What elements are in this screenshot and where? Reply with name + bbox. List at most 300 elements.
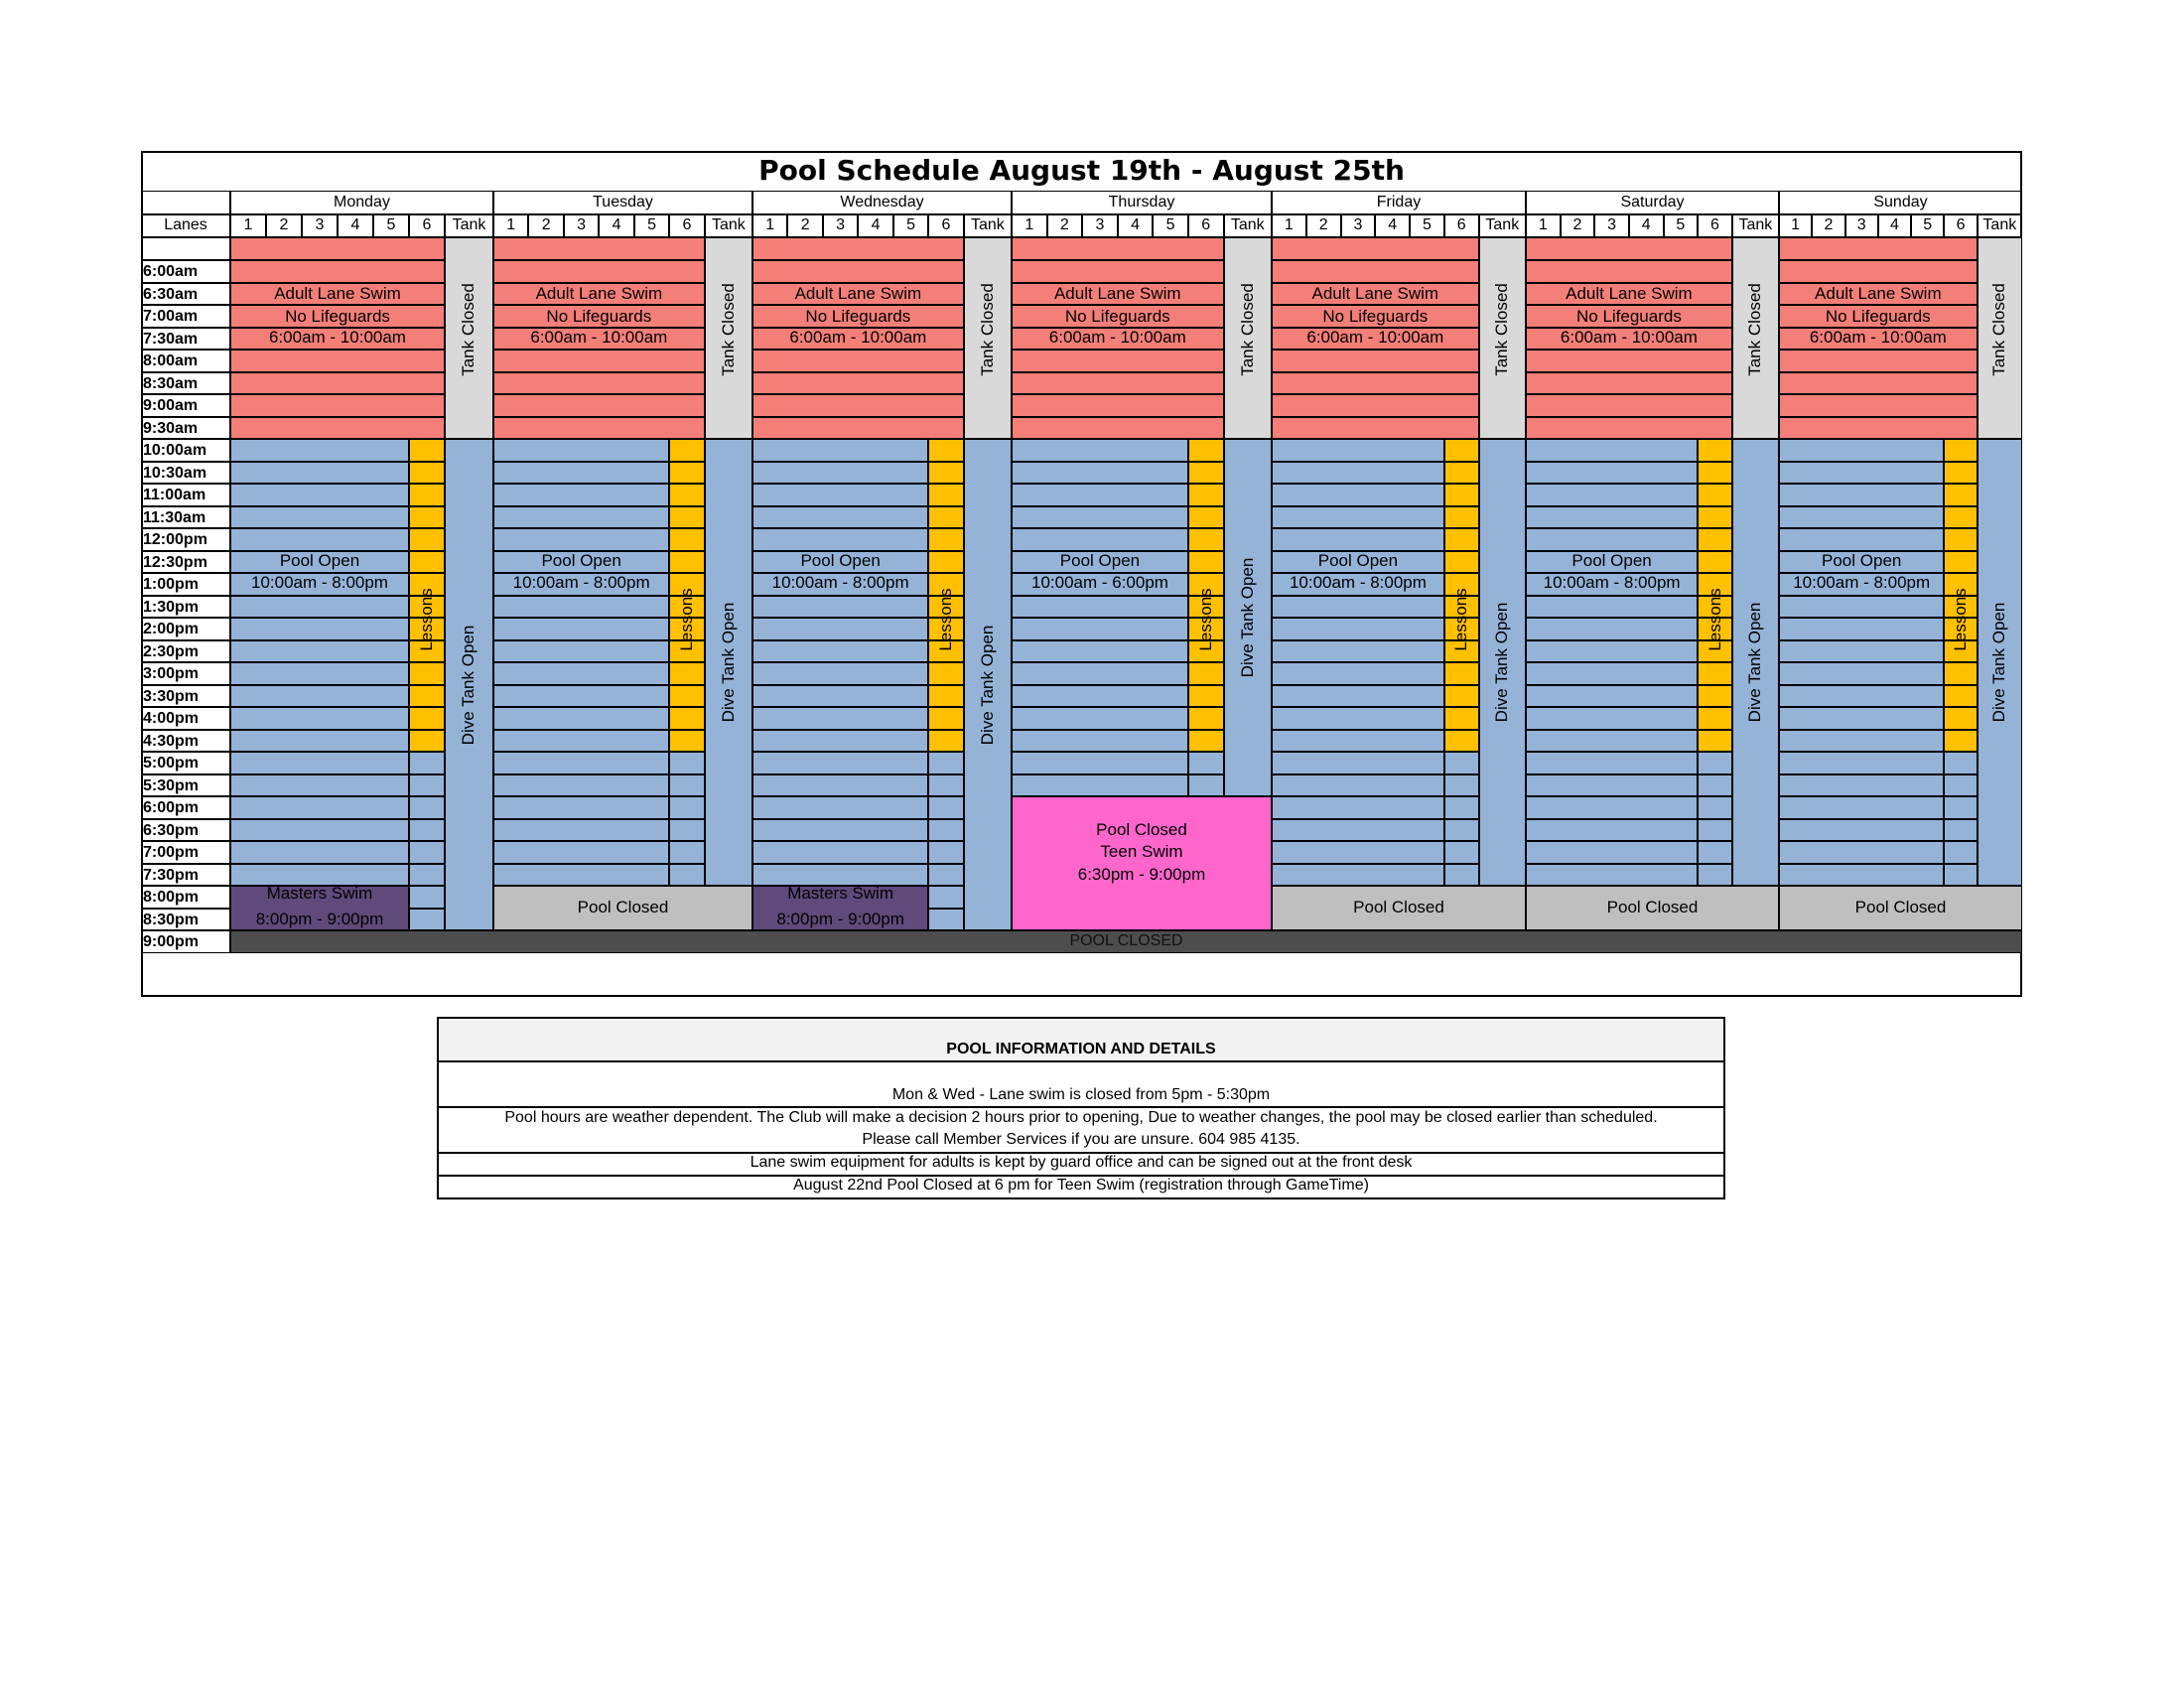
day-name-friday: Friday (1376, 194, 1422, 211)
lessons-cell (1444, 707, 1479, 730)
time-label: 8:30am (143, 374, 199, 392)
masters-swim-label: Masters Swim (266, 884, 373, 903)
pool-closed-label: Pool Closed (1606, 898, 1699, 916)
adult-swim-label: Adult Lane Swim (1311, 283, 1439, 303)
open-lane-cell (493, 640, 669, 663)
open-lane-cell (493, 439, 669, 462)
lessons-cell (409, 484, 445, 506)
lessons-cell (669, 685, 704, 708)
open-lane-cell (1272, 528, 1444, 551)
open-lane-cell (1526, 618, 1698, 640)
time-label: 7:30pm (143, 866, 200, 884)
time-label: 5:30pm (143, 776, 200, 794)
lessons-cell (409, 707, 445, 730)
adult-swim-cell (1526, 260, 1732, 283)
teen-swim-block (1012, 796, 1272, 930)
adult-swim-hours: 6:00am - 10:00am (269, 327, 406, 347)
lane6-open-cell (1944, 841, 1977, 864)
adult-swim-hours: 6:00am - 10:00am (1560, 327, 1698, 347)
open-lane-cell (1272, 685, 1444, 708)
adult-swim-cell (1779, 237, 1978, 260)
pool-open-hours: 10:00am - 8:00pm (512, 573, 650, 592)
lessons-cell (409, 439, 445, 462)
dive-tank-open-label: Dive Tank Open (718, 602, 738, 723)
lane6-open-cell (1698, 752, 1732, 774)
open-lane-cell (230, 864, 409, 887)
lane-number: 2 (1059, 216, 1069, 233)
open-lane-cell (1272, 484, 1444, 506)
time-label: 2:00pm (143, 621, 200, 637)
adult-swim-cell (493, 394, 705, 417)
open-lane-cell (230, 618, 409, 640)
lessons-cell (669, 484, 704, 506)
lane6-open-cell (928, 752, 963, 774)
lane6-open-cell (1698, 864, 1732, 887)
open-lane-cell (1012, 506, 1188, 529)
adult-swim-cell (493, 417, 705, 440)
lessons-cell (669, 528, 704, 551)
lessons-cell (928, 484, 963, 506)
adult-swim-label: Adult Lane Swim (274, 283, 401, 303)
adult-swim-cell (1012, 350, 1224, 372)
adult-swim-cell (230, 372, 445, 395)
lessons-cell (1944, 462, 1977, 485)
adult-swim-cell (493, 260, 705, 283)
open-lane-cell (230, 796, 409, 819)
lessons-cell (1698, 662, 1732, 685)
lane6-open-cell (409, 909, 445, 931)
open-lane-cell (493, 774, 669, 797)
open-lane-cell (230, 662, 409, 685)
open-lane-cell (1779, 506, 1944, 529)
tank-label: Tank (1485, 216, 1520, 233)
pool-open-label: Pool Open (1822, 550, 1902, 570)
open-lane-cell (752, 662, 928, 685)
open-lane-cell (493, 796, 669, 819)
adult-swim-hours: 6:00am - 10:00am (1306, 327, 1444, 347)
page-title: Pool Schedule August 19th - August 25th (758, 154, 1405, 187)
lane6-open-cell (1698, 819, 1732, 842)
lane6-open-cell (1944, 796, 1977, 819)
info-note-3-box (437, 1154, 1725, 1177)
lane6-open-cell (669, 796, 704, 819)
open-lane-cell (1779, 841, 1944, 864)
lessons-cell (1444, 462, 1479, 485)
lessons-cell (928, 551, 963, 574)
open-lane-cell (1526, 752, 1698, 774)
lane-number: 3 (577, 216, 587, 233)
lane-number: 4 (1890, 216, 1899, 233)
open-lane-cell (493, 707, 669, 730)
adult-swim-hours: 6:00am - 10:00am (789, 327, 927, 347)
time-label: 8:00am (143, 352, 199, 369)
time-label: 11:30am (143, 508, 206, 526)
lane6-open-cell (928, 886, 963, 909)
time-label: 6:30am (143, 285, 199, 303)
adult-swim-lifeguard-note: No Lifeguards (1064, 307, 1170, 326)
open-lane-cell (230, 640, 409, 663)
open-lane-cell (1012, 685, 1188, 708)
open-lane-cell (1779, 528, 1944, 551)
open-lane-cell (1526, 707, 1698, 730)
lessons-cell (1944, 662, 1977, 685)
lessons-cell (1188, 528, 1224, 551)
dive-tank-open-label: Dive Tank Open (1989, 602, 2009, 723)
lane6-open-cell (669, 864, 704, 887)
lane-number: 2 (279, 216, 289, 233)
lane-number: 2 (541, 216, 551, 233)
open-lane-cell (230, 752, 409, 774)
open-lane-cell (752, 796, 928, 819)
adult-swim-cell (1526, 372, 1732, 395)
lane6-open-cell (1944, 752, 1977, 774)
open-lane-cell (1272, 506, 1444, 529)
adult-swim-lifeguard-note: No Lifeguards (285, 307, 390, 326)
teen-pool-closed-label: Pool Closed (1096, 819, 1187, 839)
lane-number: 2 (1824, 216, 1834, 233)
pool-closed-label: Pool Closed (577, 898, 669, 916)
time-label: 12:00pm (143, 531, 207, 548)
open-lane-cell (1012, 528, 1188, 551)
open-lane-cell (230, 774, 409, 797)
info-note-1: Mon & Wed - Lane swim is closed from 5pm - 5:30pm (891, 1086, 1271, 1103)
open-lane-cell (1012, 439, 1188, 462)
open-lane-cell (1779, 819, 1944, 842)
lane-number: 4 (1131, 216, 1140, 233)
pool-closed-label: Pool Closed (1353, 898, 1444, 916)
lessons-cell (1444, 551, 1479, 574)
lane-number: 2 (800, 216, 810, 233)
open-lane-cell (1012, 707, 1188, 730)
open-lane-cell (1779, 685, 1944, 708)
lessons-cell (669, 707, 704, 730)
lessons-label: Lessons (1451, 588, 1471, 651)
time-label: 6:30pm (143, 821, 200, 839)
open-lane-cell (230, 484, 409, 506)
lane-number: 5 (1923, 216, 1933, 233)
pool-open-hours: 10:00am - 8:00pm (771, 573, 909, 592)
adult-swim-cell (1779, 350, 1978, 372)
open-lane-cell (1526, 730, 1698, 753)
adult-swim-cell (1012, 237, 1224, 260)
lane-number: 6 (1201, 216, 1211, 233)
open-lane-cell (493, 752, 669, 774)
lessons-label: Lessons (676, 588, 696, 651)
adult-swim-cell (1526, 417, 1732, 440)
open-lane-cell (230, 462, 409, 485)
day-name-thursday: Thursday (1108, 194, 1175, 211)
masters-swim-label: Masters Swim (787, 884, 893, 903)
open-lane-cell (752, 528, 928, 551)
time-label: 10:00am (143, 442, 207, 459)
day-name-wednesday: Wednesday (840, 194, 924, 211)
lane6-open-cell (1444, 864, 1479, 887)
open-lane-cell (493, 618, 669, 640)
tank-closed-label: Tank Closed (459, 282, 478, 376)
lane6-open-cell (928, 819, 963, 842)
adult-swim-cell (752, 417, 964, 440)
pool-open-label: Pool Open (279, 550, 360, 570)
lane6-open-cell (409, 774, 445, 797)
lessons-cell (409, 685, 445, 708)
adult-swim-label: Adult Lane Swim (1566, 283, 1693, 303)
lane-number: 1 (765, 216, 775, 233)
lessons-cell (928, 462, 963, 485)
lessons-cell (928, 730, 963, 753)
lessons-cell (928, 685, 963, 708)
adult-swim-cell (230, 237, 445, 260)
time-label: 6:00am (143, 263, 199, 280)
lane6-open-cell (669, 752, 704, 774)
masters-swim-hours: 8:00pm - 9:00pm (776, 909, 904, 928)
open-lane-cell (1779, 796, 1944, 819)
adult-swim-cell (1272, 260, 1479, 283)
dive-tank-open-label: Dive Tank Open (1492, 602, 1512, 723)
lessons-cell (928, 662, 963, 685)
dive-tank-open-label: Dive Tank Open (459, 625, 478, 745)
adult-swim-hours: 6:00am - 10:00am (1048, 327, 1186, 347)
lessons-cell (928, 528, 963, 551)
lane-number: 4 (350, 216, 360, 233)
lessons-cell (1944, 551, 1977, 574)
open-lane-cell (752, 462, 928, 485)
open-lane-cell (493, 528, 669, 551)
adult-swim-cell (493, 350, 705, 372)
open-lane-cell (752, 819, 928, 842)
open-lane-cell (752, 685, 928, 708)
pool-closed-label: Pool Closed (1854, 898, 1947, 916)
lane-number: 1 (1791, 216, 1801, 233)
open-lane-cell (752, 752, 928, 774)
pool-open-hours: 10:00am - 8:00pm (1289, 573, 1427, 592)
lane6-open-cell (1444, 796, 1479, 819)
teen-swim-label: Teen Swim (1100, 842, 1183, 861)
open-lane-cell (752, 707, 928, 730)
pool-open-label: Pool Open (1571, 550, 1652, 570)
open-lane-cell (1272, 730, 1444, 753)
pool-closed-night-label: POOL CLOSED (1069, 932, 1183, 949)
open-lane-cell (1526, 864, 1698, 887)
open-lane-cell (1272, 439, 1444, 462)
lessons-cell (1944, 707, 1977, 730)
adult-swim-hours: 6:00am - 10:00am (1809, 327, 1947, 347)
open-lane-cell (1012, 618, 1188, 640)
lane-number: 5 (1165, 216, 1175, 233)
adult-swim-cell (1272, 237, 1479, 260)
open-lane-cell (493, 462, 669, 485)
open-lane-cell (1526, 796, 1698, 819)
open-lane-cell (1012, 640, 1188, 663)
lessons-cell (1698, 730, 1732, 753)
day-name-tuesday: Tuesday (593, 194, 653, 211)
open-lane-cell (1526, 506, 1698, 529)
lessons-cell (1944, 685, 1977, 708)
lane6-open-cell (669, 819, 704, 842)
open-lane-cell (1012, 662, 1188, 685)
day-name-monday: Monday (334, 194, 390, 211)
tank-label: Tank (711, 216, 746, 233)
pool-open-label: Pool Open (800, 550, 881, 570)
adult-swim-lifeguard-note: No Lifeguards (805, 307, 911, 326)
lane-number: 6 (1956, 216, 1966, 233)
lane-number: 3 (836, 216, 846, 233)
dive-tank-open-label: Dive Tank Open (977, 625, 997, 745)
adult-swim-cell (230, 417, 445, 440)
open-lane-cell (1272, 774, 1444, 797)
open-lane-cell (230, 685, 409, 708)
open-lane-cell (230, 439, 409, 462)
lane6-open-cell (928, 909, 963, 931)
open-lane-cell (493, 841, 669, 864)
pool-open-hours: 10:00am - 8:00pm (1793, 573, 1931, 592)
open-lane-cell (1012, 462, 1188, 485)
lane6-open-cell (409, 796, 445, 819)
lane-number: 1 (1538, 216, 1548, 233)
lane-number: 5 (1676, 216, 1686, 233)
lessons-cell (1444, 730, 1479, 753)
open-lane-cell (1779, 618, 1944, 640)
lessons-label: Lessons (416, 588, 436, 651)
tank-label: Tank (1230, 216, 1265, 233)
lessons-cell (1188, 439, 1224, 462)
adult-swim-cell (1012, 260, 1224, 283)
masters-swim-hours: 8:00pm - 9:00pm (255, 909, 384, 928)
lessons-label: Lessons (1705, 588, 1724, 651)
time-label: 9:00pm (143, 933, 200, 950)
adult-swim-cell (752, 350, 964, 372)
lessons-cell (1698, 462, 1732, 485)
lane6-open-cell (669, 841, 704, 864)
lessons-label: Lessons (935, 588, 955, 651)
lane-number: 4 (1388, 216, 1398, 233)
lessons-cell (928, 439, 963, 462)
lane6-open-cell (409, 864, 445, 887)
adult-swim-cell (230, 350, 445, 372)
open-lane-cell (1526, 774, 1698, 797)
adult-swim-lifeguard-note: No Lifeguards (546, 307, 652, 326)
adult-swim-cell (1272, 372, 1479, 395)
lane-number: 6 (682, 216, 692, 233)
open-lane-cell (752, 730, 928, 753)
open-lane-cell (1779, 439, 1944, 462)
adult-swim-cell (230, 394, 445, 417)
tank-closed-label: Tank Closed (1745, 282, 1765, 376)
lessons-cell (1698, 484, 1732, 506)
open-lane-cell (1526, 596, 1698, 619)
adult-swim-cell (1526, 350, 1732, 372)
lessons-cell (1444, 506, 1479, 529)
open-lane-cell (1012, 752, 1188, 774)
lessons-cell (1188, 462, 1224, 485)
lessons-cell (1188, 707, 1224, 730)
tank-closed-label: Tank Closed (1989, 282, 2009, 376)
adult-swim-cell (1272, 417, 1479, 440)
open-lane-cell (230, 528, 409, 551)
open-lane-cell (1779, 662, 1944, 685)
open-lane-cell (1012, 596, 1188, 619)
lessons-cell (1698, 551, 1732, 574)
open-lane-cell (1012, 774, 1188, 797)
lessons-cell (1444, 528, 1479, 551)
lane6-open-cell (1698, 841, 1732, 864)
open-lane-cell (1779, 640, 1944, 663)
lane6-open-cell (928, 864, 963, 887)
lessons-cell (1188, 551, 1224, 574)
day-name-sunday: Sunday (1873, 194, 1928, 211)
time-label: 9:00am (143, 397, 199, 414)
info-note-4-box (437, 1177, 1725, 1199)
lane6-open-cell (1444, 841, 1479, 864)
lessons-cell (1698, 685, 1732, 708)
lessons-cell (928, 707, 963, 730)
lessons-cell (669, 506, 704, 529)
lane6-open-cell (1188, 774, 1224, 797)
lane6-open-cell (669, 774, 704, 797)
adult-swim-lifeguard-note: No Lifeguards (1322, 307, 1429, 326)
lane-number: 1 (1024, 216, 1034, 233)
lessons-label: Lessons (1195, 588, 1215, 651)
info-heading: POOL INFORMATION AND DETAILS (946, 1041, 1216, 1057)
info-note-2a: Pool hours are weather dependent. The Club will make a decision 2 hours prior to opening, Due to weather changes, the pool may be closed earlier than scheduled. (504, 1109, 1658, 1126)
tank-closed-label: Tank Closed (718, 282, 738, 376)
open-lane-cell (1272, 462, 1444, 485)
lane6-open-cell (1698, 774, 1732, 797)
time-label: 3:30pm (143, 687, 200, 705)
adult-swim-hours: 6:00am - 10:00am (530, 327, 668, 347)
open-lane-cell (1526, 841, 1698, 864)
lane-number: 3 (1607, 216, 1617, 233)
pool-open-hours: 10:00am - 6:00pm (1030, 573, 1168, 592)
lane6-open-cell (409, 886, 445, 909)
adult-swim-cell (1779, 394, 1978, 417)
lessons-cell (1188, 506, 1224, 529)
time-label: 4:00pm (143, 710, 200, 727)
lessons-cell (669, 439, 704, 462)
open-lane-cell (1272, 662, 1444, 685)
lessons-cell (1944, 484, 1977, 506)
lane6-open-cell (1944, 864, 1977, 887)
lessons-cell (1698, 506, 1732, 529)
open-lane-cell (1526, 640, 1698, 663)
lessons-cell (928, 506, 963, 529)
adult-swim-label: Adult Lane Swim (794, 283, 922, 303)
time-label: 6:00pm (143, 799, 200, 816)
lessons-cell (669, 551, 704, 574)
time-label: 5:00pm (143, 755, 200, 772)
adult-swim-cell (1526, 394, 1732, 417)
lane6-open-cell (928, 841, 963, 864)
open-lane-cell (493, 819, 669, 842)
lessons-cell (1944, 528, 1977, 551)
adult-swim-cell (752, 237, 964, 260)
adult-swim-cell (752, 372, 964, 395)
adult-swim-cell (1012, 394, 1224, 417)
adult-swim-cell (1779, 417, 1978, 440)
lane6-open-cell (409, 841, 445, 864)
lane-number: 3 (315, 216, 325, 233)
lessons-cell (1444, 439, 1479, 462)
tank-label: Tank (970, 216, 1005, 233)
time-label: 10:30am (143, 464, 207, 482)
time-label: 3:00pm (143, 665, 200, 682)
lane-number: 6 (1710, 216, 1719, 233)
lessons-cell (1444, 685, 1479, 708)
open-lane-cell (752, 774, 928, 797)
lessons-cell (669, 662, 704, 685)
dive-tank-open-label: Dive Tank Open (1237, 557, 1257, 678)
open-lane-cell (493, 596, 669, 619)
blank-time-cell (141, 237, 230, 260)
